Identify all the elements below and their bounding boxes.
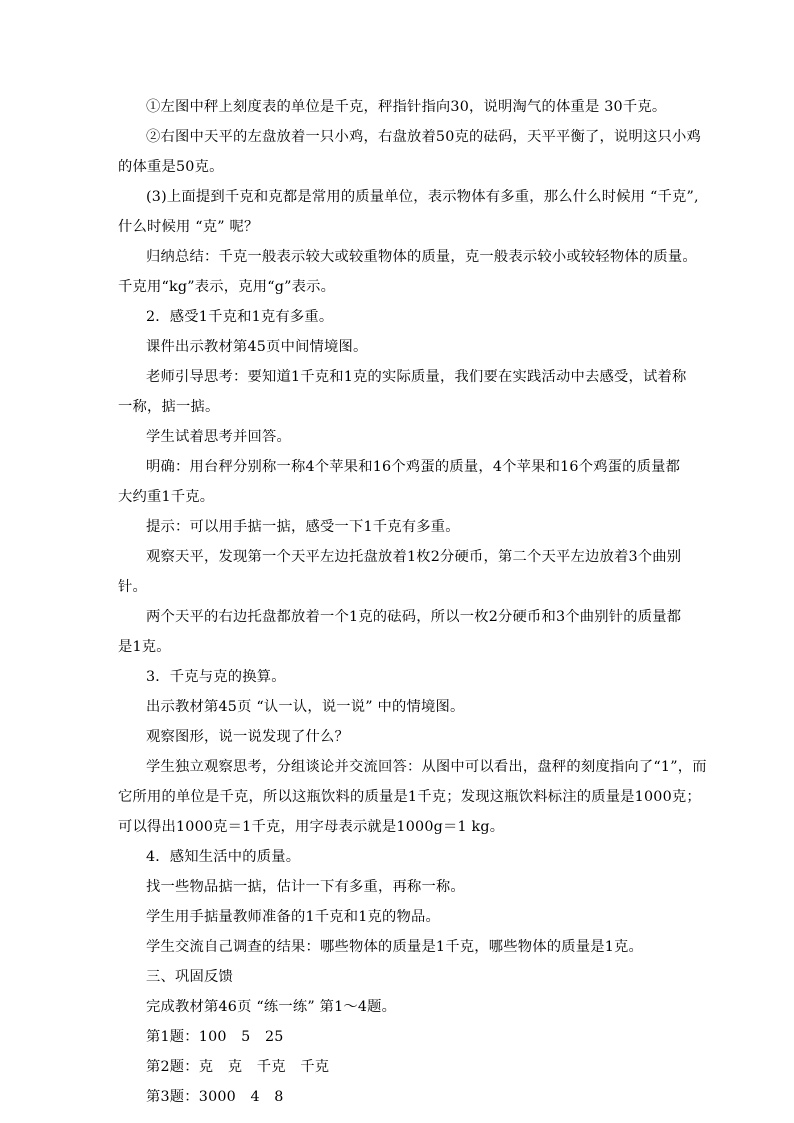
document-body bbox=[118, 92, 707, 1112]
paragraph-line: 学生交流自己调查的结果：哪些物体的质量是1千克，哪些物体的质量是1克。 bbox=[146, 939, 643, 955]
paragraph-line: 老师引导思考：要知道1千克和1克的实际质量，我们要在实践活动中去感受，试着称 bbox=[146, 369, 687, 385]
paragraph-line: 什么时候用 “克” 呢？ bbox=[118, 219, 259, 235]
paragraph-line: 2．感受1千克和1克有多重。 bbox=[146, 309, 334, 325]
paragraph-line: 找一些物品掂一掂，估计一下有多重，再称一称。 bbox=[146, 879, 465, 895]
paragraph-line: 出示教材第45页 “认一认，说一说” 中的情境图。 bbox=[146, 699, 465, 715]
paragraph-line: 可以得出1000克＝1千克，用字母表示就是1000g＝1 kg。 bbox=[118, 819, 505, 835]
paragraph-line: 3．千克与克的换算。 bbox=[146, 669, 286, 685]
paragraph-line: 大约重1千克。 bbox=[118, 489, 215, 505]
paragraph-line: ②右图中天平的左盘放着一只小鸡，右盘放着50克的砝码，天平平衡了，说明这只小鸡 bbox=[146, 129, 701, 145]
paragraph-line: 学生用手掂量教师准备的1千克和1克的物品。 bbox=[146, 909, 441, 925]
paragraph-line: 两个天平的右边托盘都放着一个1克的砝码，所以一枚2分硬币和3个曲别针的质量都 bbox=[146, 609, 682, 625]
paragraph-line: 第2题：克 克 千克 千克 bbox=[146, 1059, 330, 1075]
paragraph-line: 观察图形，说一说发现了什么？ bbox=[146, 729, 349, 745]
paragraph-line: 学生独立观察思考，分组谈论并交流回答：从图中可以看出，盘秤的刻度指向了“1”，而 bbox=[146, 759, 707, 775]
paragraph-line: 一称，掂一掂。 bbox=[118, 399, 220, 415]
paragraph-line: 归纳总结：千克一般表示较大或较重物体的质量，克一般表示较小或较轻物体的质量。 bbox=[146, 249, 697, 265]
paragraph-line: 千克用“kg”表示，克用“g”表示。 bbox=[118, 279, 336, 295]
paragraph-line: 明确：用台秤分别称一称4个苹果和16个鸡蛋的质量，4个苹果和16个鸡蛋的质量都 bbox=[146, 459, 681, 475]
paragraph-line: 三、巩固反馈 bbox=[146, 969, 233, 985]
paragraph-line: (3)上面提到千克和克都是常用的质量单位，表示物体有多重，那么什么时候用 “千克”, bbox=[146, 189, 699, 205]
paragraph-line: 课件出示教材第45页中间情境图。 bbox=[146, 339, 368, 355]
paragraph-line: 第3题：3000 4 8 bbox=[146, 1089, 284, 1105]
paragraph-line: 是1克。 bbox=[118, 639, 171, 655]
paragraph-line: 观察天平，发现第一个天平左边托盘放着1枚2分硬币，第二个天平左边放着3个曲别 bbox=[146, 549, 682, 565]
paragraph-line: ①左图中秤上刻度表的单位是千克，秤指针指向30，说明淘气的体重是 30千克。 bbox=[146, 99, 667, 115]
paragraph-line: 完成教材第46页 “练一练” 第1～4题。 bbox=[146, 999, 397, 1015]
paragraph-line: 提示：可以用手掂一掂，感受一下1千克有多重。 bbox=[146, 519, 460, 535]
paragraph-line: 第1题：100 5 25 bbox=[146, 1029, 284, 1045]
paragraph-line: 它所用的单位是千克，所以这瓶饮料的质量是1千克；发现这瓶饮料标注的质量是1000克； bbox=[118, 789, 701, 805]
paragraph-line: 4．感知生活中的质量。 bbox=[146, 849, 301, 865]
paragraph-line: 学生试着思考并回答。 bbox=[146, 429, 291, 445]
paragraph-line: 针。 bbox=[118, 579, 147, 595]
paragraph-line: 的体重是50克。 bbox=[118, 159, 224, 175]
